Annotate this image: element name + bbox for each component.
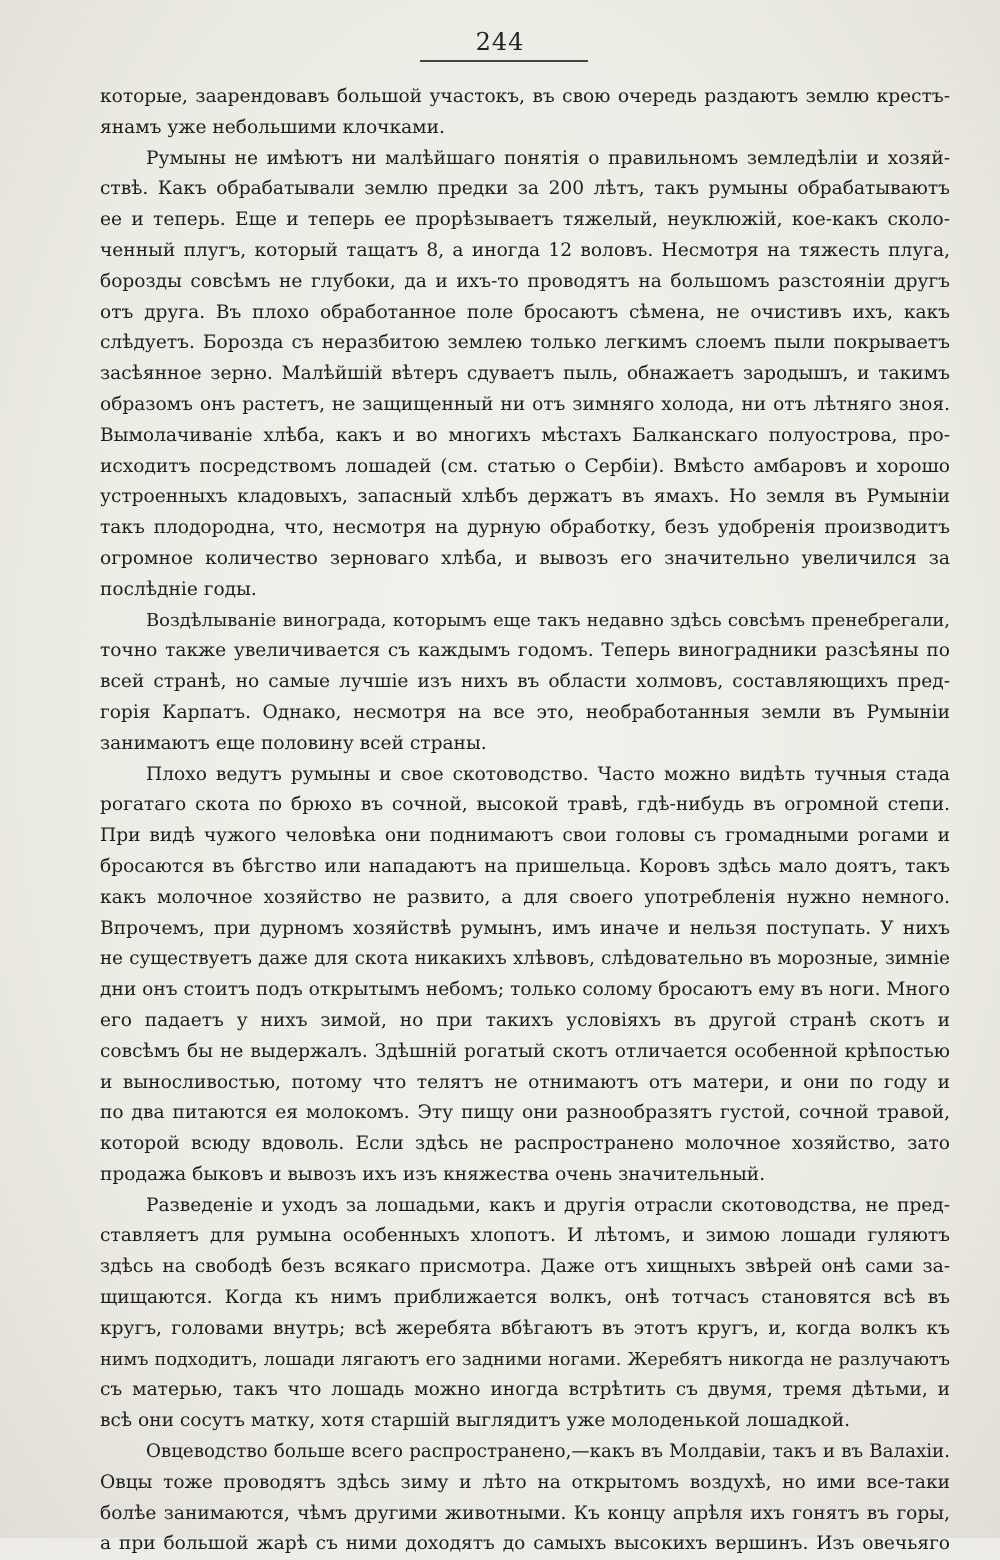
text-line: горія Карпатъ. Однако, несмотря на все это, необработанныя земли въ Румыніи: [100, 701, 950, 723]
text-line: Впрочемъ, при дурномъ хозяйствѣ румынъ, имъ иначе и нельзя поступать. У нихъ: [100, 917, 950, 939]
text-line: При видѣ чужого человѣка они поднимаютъ свои головы съ громадными рогами и: [100, 825, 950, 847]
text-line: послѣдніе годы.: [100, 578, 257, 600]
text-line: Плохо ведутъ румыны и свое скотоводство. Часто можно видѣть тучныя стада: [146, 763, 950, 785]
text-line: нимъ подходитъ, лошади лягаютъ его задними ногами. Жеребятъ никогда не разлучаютъ: [100, 1349, 950, 1370]
text-line: всѣ они сосутъ матку, хотя старшій выглядитъ уже молоденькой лошадкой.: [100, 1410, 851, 1432]
text-line: дни онъ стоитъ подъ открытымъ небомъ; только солому бросаютъ ему въ ноги. Много: [100, 979, 950, 1001]
text-line: рогатаго скота по брюхо въ сочной, высокой травѣ, гдѣ-нибудь въ огромной степи.: [100, 794, 950, 816]
text-line: образомъ онъ растетъ, не защищенный ни отъ зимняго холода, ни отъ лѣтняго зноя.: [100, 393, 950, 415]
text-line: всей странѣ, но самые лучшіе изъ нихъ въ области холмовъ, составляющихъ пред-: [100, 671, 950, 693]
text-line: его падаетъ у нихъ зимой, но при такихъ условіяхъ въ другой странѣ скотъ и: [100, 1009, 950, 1031]
text-line: исходитъ посредствомъ лошадей (см. статью о Сербіи). Вмѣсто амбаровъ и хорошо: [100, 455, 950, 477]
body-text: [100, 82, 950, 1560]
text-line: Румыны не имѣютъ ни малѣйшаго понятія о правильномъ земледѣліи и хозяй-: [146, 147, 950, 169]
paragraph: [100, 606, 950, 760]
text-line: продажа быковъ и вывозъ ихъ изъ княжества очень значительный.: [100, 1163, 766, 1185]
text-line: Вымолачиваніе хлѣба, какъ и во многихъ мѣстахъ Балканскаго полуострова, про-: [100, 424, 950, 446]
text-line: ставляетъ для румына особенныхъ хлопотъ. И лѣтомъ, и зимою лошади гуляютъ: [100, 1225, 950, 1247]
text-line: какъ молочное хозяйство не развито, а для своего употребленія нужно немного.: [100, 886, 950, 908]
text-line: здѣсь на свободѣ безъ всякаго присмотра. Даже отъ хищныхъ звѣрей онѣ сами за-: [100, 1256, 950, 1278]
text-line: устроенныхъ кладовыхъ, запасный хлѣбъ держатъ въ ямахъ. Но земля въ Румыніи: [100, 486, 950, 508]
text-line: занимаютъ еще половину всей страны.: [100, 732, 487, 754]
text-line: такъ плодородна, что, несмотря на дурную обработку, безъ удобренія производитъ: [100, 517, 950, 539]
text-line: которые, заарендовавъ большой участокъ, въ свою очередь раздаютъ землю крестъ-: [100, 86, 950, 107]
text-line: засѣянное зерно. Малѣйшій вѣтеръ сдуваетъ пыль, обнажаетъ зародышъ, и такимъ: [100, 363, 950, 385]
text-line: точно также увеличивается съ каждымъ годомъ. Теперь виноградники разсѣяны по: [100, 640, 950, 662]
text-line: бросаются въ бѣгство или нападаютъ на пришельца. Коровъ здѣсь мало доятъ, такъ: [100, 855, 950, 877]
text-line: щищаются. Когда къ нимъ приближается волкъ, онѣ тотчасъ становятся всѣ въ: [100, 1287, 950, 1309]
text-line: янамъ уже небольшими клочками.: [100, 116, 445, 138]
text-line: не существуетъ даже для скота никакихъ хлѣвовъ, слѣдовательно въ морозные, зимніе: [100, 948, 950, 970]
text-line: борозды совсѣмъ не глубоки, да и ихъ-то проводятъ на большомъ разстояніи другъ: [100, 270, 950, 292]
text-line: болѣе занимаются, чѣмъ другими животными. Къ концу апрѣля ихъ гонятъ въ горы,: [100, 1502, 950, 1524]
text-line: а при большой жарѣ съ ними доходятъ до самыхъ высокихъ вершинъ. Изъ овечьяго: [100, 1533, 950, 1555]
text-line: по два питаются ея молокомъ. Эту пищу они разнообразятъ густой, сочной травой,: [100, 1102, 950, 1124]
text-line: кругъ, головами внутрь; всѣ жеребята вбѣгаютъ въ этотъ кругъ, и, когда волкъ къ: [100, 1317, 950, 1339]
paragraph: [100, 760, 950, 1191]
paragraph: [100, 1191, 950, 1437]
text-line: слѣдуетъ. Борозда съ неразбитою землею только легкимъ слоемъ пыли покрываетъ: [100, 332, 950, 354]
text-line: и выносливостью, потому что телятъ не отнимаютъ отъ матери, и они по году и: [100, 1071, 950, 1093]
text-line: которой всюду вдоволь. Если здѣсь не распространено молочное хозяйство, зато: [100, 1133, 950, 1155]
text-line: Воздѣлываніе винограда, которымъ еще такъ недавно здѣсь совсѣмъ пренебрегали,: [146, 609, 950, 631]
text-line: Овцеводство больше всего распространено,—какъ въ Молдавіи, такъ и въ Валахіи.: [146, 1441, 950, 1463]
paragraph: [100, 82, 950, 144]
text-line: огромное количество зерноваго хлѣба, и вывозъ его значительно увеличился за: [100, 547, 950, 569]
paragraph: [100, 1437, 950, 1560]
text-line: Овцы тоже проводятъ здѣсь зиму и лѣто на открытомъ воздухѣ, но ими все-таки: [100, 1471, 950, 1493]
header-rule: [420, 60, 588, 62]
paragraph: [100, 144, 950, 606]
text-line: ствѣ. Какъ обрабатывали землю предки за 200 лѣтъ, такъ румыны обрабатываютъ: [100, 178, 950, 200]
text-line: совсѣмъ бы не выдержалъ. Здѣшній рогатый скотъ отличается особенной крѣпостью: [100, 1040, 950, 1062]
text-line: отъ друга. Въ плохо обработанное поле бросаютъ сѣмена, не очистивъ ихъ, какъ: [100, 301, 950, 323]
text-line: ченный плугъ, который тащатъ 8, а иногда 12 воловъ. Несмотря на тяжесть плуга,: [100, 239, 950, 261]
text-line: Разведеніе и уходъ за лошадьми, какъ и другія отрасли скотоводства, не пред-: [146, 1194, 950, 1216]
text-line: ее и теперь. Еще и теперь ее прорѣзываетъ тяжелый, неуклюжій, кое-какъ сколо-: [100, 209, 950, 231]
text-line: съ матерью, такъ что лошадь можно иногда встрѣтить съ двумя, тремя дѣтьми, и: [100, 1379, 950, 1401]
page-number: 244: [475, 28, 525, 56]
